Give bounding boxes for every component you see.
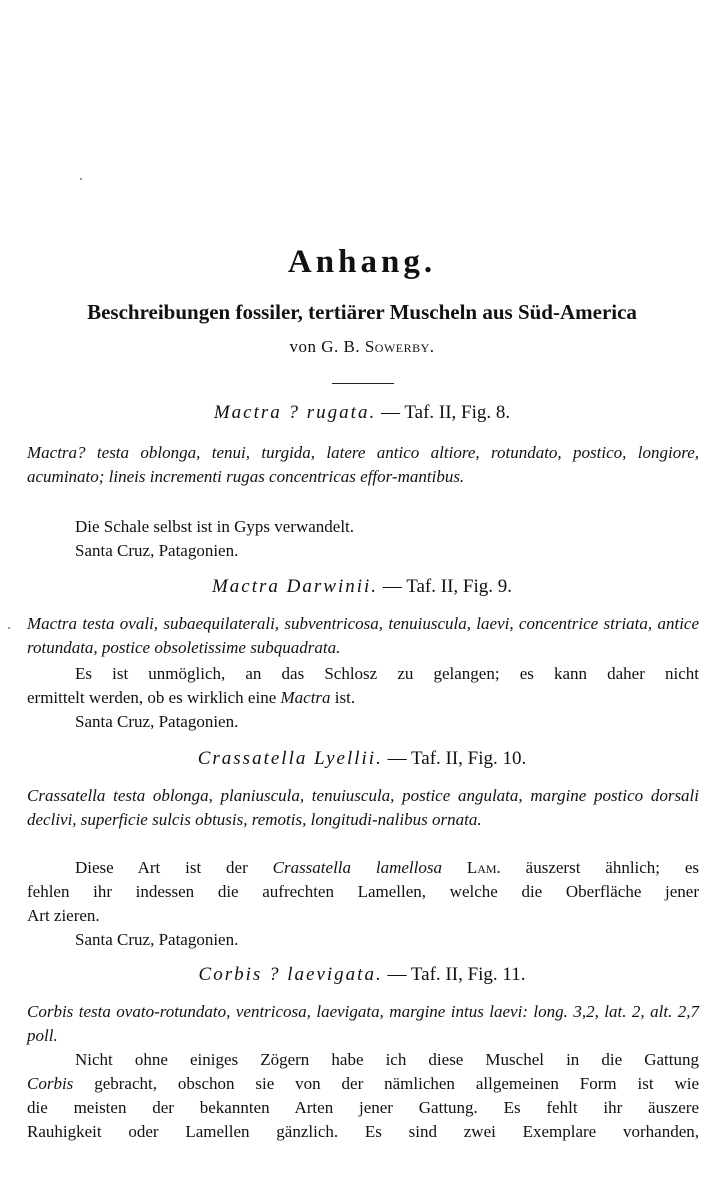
latin-diagnosis bbox=[27, 784, 699, 832]
speck-mark bbox=[80, 178, 82, 180]
plate-reference: — Taf. II, Fig. 10. bbox=[387, 748, 527, 769]
body-text-line: fehlen ihr indessen die aufrechten Lamellen, welche die Oberfläche jener bbox=[27, 882, 699, 901]
diagnosis-text: testa oblonga, tenui, turgida, latere antico altiore, rotundato, postico, longiore, acuminato; lineis incrementi rugas concentricas effor-mantibus. bbox=[27, 443, 700, 486]
species-name: Crassatella Lyellii. bbox=[197, 748, 383, 769]
plate-reference: — Taf. II, Fig. 8. bbox=[380, 402, 511, 423]
genus-name: Corbis bbox=[27, 1074, 74, 1093]
page-subtitle: Beschreibungen fossiler, tertiärer Muscheln aus Süd-America bbox=[87, 300, 637, 324]
diagnosis-genus: Corbis bbox=[27, 1002, 74, 1021]
locality-line: Santa Cruz, Patagonien. bbox=[75, 712, 239, 731]
latin-diagnosis bbox=[27, 612, 699, 660]
latin-diagnosis bbox=[27, 1000, 699, 1048]
text-run: ist. bbox=[334, 688, 356, 707]
body-text-line: Art zieren. bbox=[27, 906, 100, 925]
locality-line: Santa Cruz, Patagonien. bbox=[75, 541, 239, 560]
byline-author: G. B. Sowerby. bbox=[321, 337, 435, 356]
author-abbrev: Lam. bbox=[466, 858, 501, 877]
diagnosis-text: testa ovali, subaequilaterali, subventricosa, tenuiuscula, laevi, concentrice striata, antice rotundata, postice obsoletissime subquadrata. bbox=[27, 614, 700, 657]
genus-name: Mactra bbox=[280, 688, 331, 707]
species-name: Mactra ? rugata. bbox=[213, 402, 377, 423]
title-divider bbox=[332, 383, 394, 384]
body-text-line bbox=[27, 1072, 699, 1096]
body-text-line: die meisten der bekannten Arten jener Gattung. Es fehlt ihr äuszere bbox=[27, 1098, 699, 1117]
section-heading bbox=[0, 402, 724, 424]
body-text-line: Es ist unmöglich, an das Schlosz zu gelangen; es kann daher nicht bbox=[75, 664, 699, 683]
diagnosis-text: testa ovato-rotundato, ventricosa, laevigata, margine intus laevi: long. 3,2, lat. 2, alt. 2,7 poll. bbox=[27, 1002, 700, 1045]
section-heading bbox=[0, 576, 724, 598]
plate-reference: — Taf. II, Fig. 11. bbox=[387, 964, 526, 985]
body-text-line bbox=[27, 686, 699, 710]
locality-line: Santa Cruz, Patagonien. bbox=[75, 930, 239, 949]
text-run: gebracht, obschon sie von der nämlichen allgemeinen Form ist wie bbox=[94, 1074, 699, 1093]
body-text-line: Nicht ohne einiges Zögern habe ich diese Muschel in die Gattung bbox=[75, 1050, 699, 1069]
diagnosis-genus: Mactra bbox=[27, 614, 78, 633]
section-heading bbox=[0, 748, 724, 770]
plate-reference: — Taf. II, Fig. 9. bbox=[382, 576, 512, 597]
diagnosis-genus: Mactra? bbox=[27, 443, 86, 462]
section-heading bbox=[0, 964, 724, 986]
diagnosis-genus: Crassatella bbox=[27, 786, 106, 805]
page-title: Anhang. bbox=[287, 244, 437, 280]
species-name: Mactra Darwinii. bbox=[211, 576, 379, 597]
species-name: Corbis ? laevigata. bbox=[198, 964, 383, 985]
body-text-line: Rauhigkeit oder Lamellen gänzlich. Es sind zwei Exemplare vorhanden, bbox=[27, 1122, 699, 1141]
latin-diagnosis bbox=[27, 441, 699, 489]
text-run: Diese Art ist der bbox=[75, 858, 248, 877]
species-reference: Crassatella lamellosa bbox=[272, 858, 442, 877]
body-text-line bbox=[75, 856, 699, 880]
byline-prefix: von bbox=[289, 337, 317, 356]
text-run: ermittelt werden, ob es wirklich eine bbox=[27, 688, 277, 707]
diagnosis-text: testa oblonga, planiuscula, tenuiuscula, postice angulata, margine postico dorsali declivi, superficie sulcis obtusis, remotis, longitudi-nalibus ornata. bbox=[27, 786, 700, 829]
speck-mark bbox=[8, 627, 10, 629]
text-run: äuszerst ähnlich; es bbox=[525, 858, 700, 877]
body-text-line: Die Schale selbst ist in Gyps verwandelt. bbox=[75, 517, 355, 536]
author-byline bbox=[0, 337, 724, 357]
